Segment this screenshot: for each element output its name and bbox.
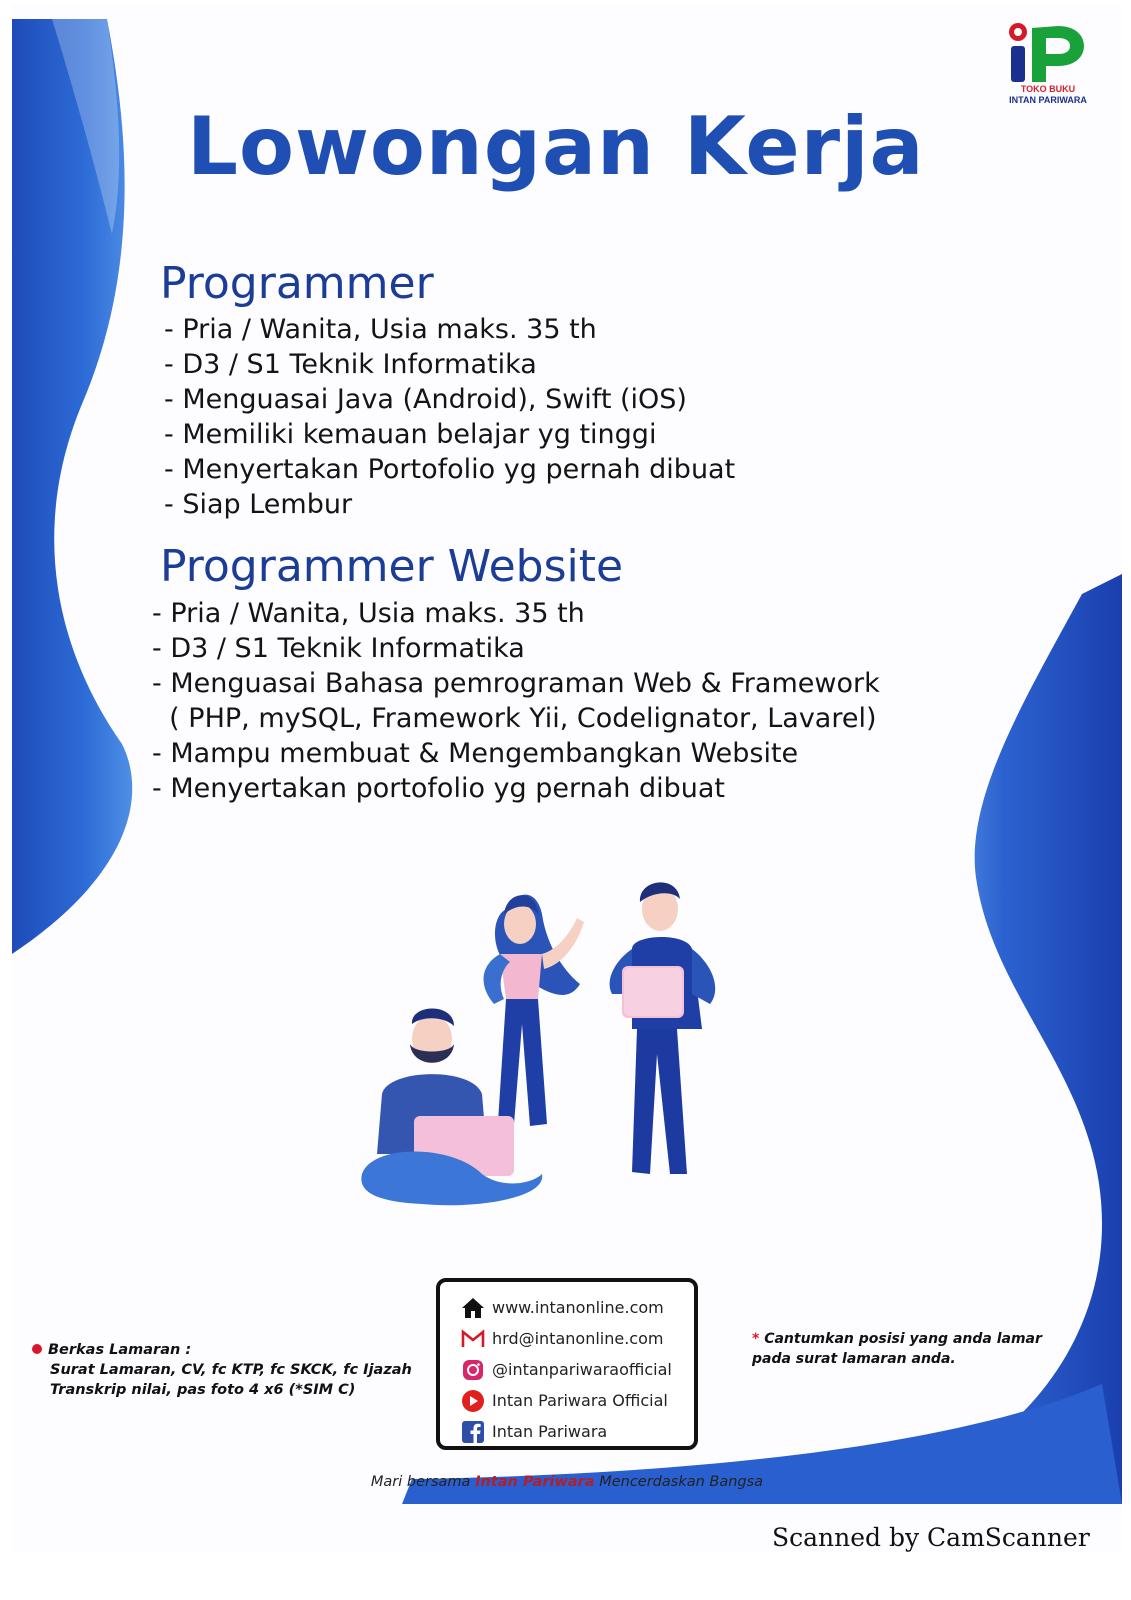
logo-line-1: TOKO BUKU (1020, 84, 1076, 94)
bullet-icon (32, 1344, 42, 1354)
contact-instagram-text: @intanpariwaraofficial (492, 1360, 672, 1379)
contact-email[interactable] (460, 1323, 694, 1354)
contact-youtube-text: Intan Pariwara Official (492, 1391, 668, 1410)
contact-website-text: www.intanonline.com (492, 1298, 664, 1317)
intan-pariwara-logo (1000, 20, 1096, 106)
requirement-item: - Pria / Wanita, Usia maks. 35 th (152, 598, 585, 629)
requirement-item: - Menguasai Java (Android), Swift (iOS) (164, 384, 687, 415)
section-title-programmer: Programmer (160, 258, 434, 309)
berkas-lamaran (32, 1340, 412, 1400)
requirement-item: - D3 / S1 Teknik Informatika (164, 349, 537, 380)
requirement-item: - Mampu membuat & Mengembangkan Website (152, 738, 799, 769)
gmail-icon (460, 1327, 486, 1351)
standing-man-figure (610, 882, 716, 1174)
requirement-item: - Pria / Wanita, Usia maks. 35 th (164, 314, 597, 345)
logo-line-2: INTAN PARIWARA (1009, 95, 1087, 105)
contact-instagram[interactable] (460, 1354, 694, 1385)
contact-facebook-text: Intan Pariwara (492, 1422, 608, 1441)
contact-facebook[interactable] (460, 1416, 694, 1447)
requirement-item: - Menguasai Bahasa pemrograman Web & Framework (152, 668, 880, 699)
berkas-line-1: Surat Lamaran, CV, fc KTP, fc SKCK, fc Ijazah (50, 1362, 412, 1378)
tagline (12, 1474, 1122, 1490)
youtube-icon (460, 1389, 486, 1413)
note-asterisk: * (752, 1331, 760, 1347)
contact-website[interactable] (460, 1292, 694, 1323)
tagline-post: Mencerdaskan Bangsa (594, 1474, 764, 1490)
team-illustration (332, 854, 772, 1224)
scanner-watermark: Scanned by CamScanner (772, 1523, 1090, 1552)
woman-figure (484, 895, 584, 1126)
section-title-programmer-website: Programmer Website (160, 541, 624, 592)
job-poster (12, 4, 1122, 1552)
note-line-1: Cantumkan posisi yang anda lamar (764, 1331, 1042, 1347)
requirement-item: - Menyertakan Portofolio yg pernah dibuat (164, 454, 736, 485)
tagline-brand: Intan Pariwara (475, 1474, 595, 1490)
berkas-line-2: Transkrip nilai, pas foto 4 x6 (*SIM C) (50, 1382, 356, 1398)
contact-box (436, 1278, 698, 1450)
requirement-item: - Siap Lembur (164, 489, 353, 520)
contact-youtube[interactable] (460, 1385, 694, 1416)
tagline-pre: Mari bersama (370, 1474, 476, 1490)
contact-email-text: hrd@intanonline.com (492, 1329, 664, 1348)
requirement-item: ( PHP, mySQL, Framework Yii, Codelignator, Lavarel) (152, 703, 877, 734)
requirements-list-programmer-website (152, 596, 880, 806)
application-note (752, 1329, 1052, 1369)
berkas-label: Berkas Lamaran : (48, 1342, 192, 1358)
ip-logo-mark (1006, 20, 1090, 84)
requirement-item: - D3 / S1 Teknik Informatika (152, 633, 525, 664)
facebook-icon (460, 1420, 486, 1444)
requirement-item: - Memiliki kemauan belajar yg tinggi (164, 419, 657, 450)
note-line-2: pada surat lamaran anda. (752, 1351, 956, 1367)
poster-title: Lowongan Kerja (187, 100, 925, 193)
home-icon (460, 1296, 486, 1320)
requirement-item: - Menyertakan portofolio yg pernah dibuat (152, 773, 726, 804)
requirements-list-programmer (164, 312, 735, 522)
instagram-icon (460, 1358, 486, 1382)
